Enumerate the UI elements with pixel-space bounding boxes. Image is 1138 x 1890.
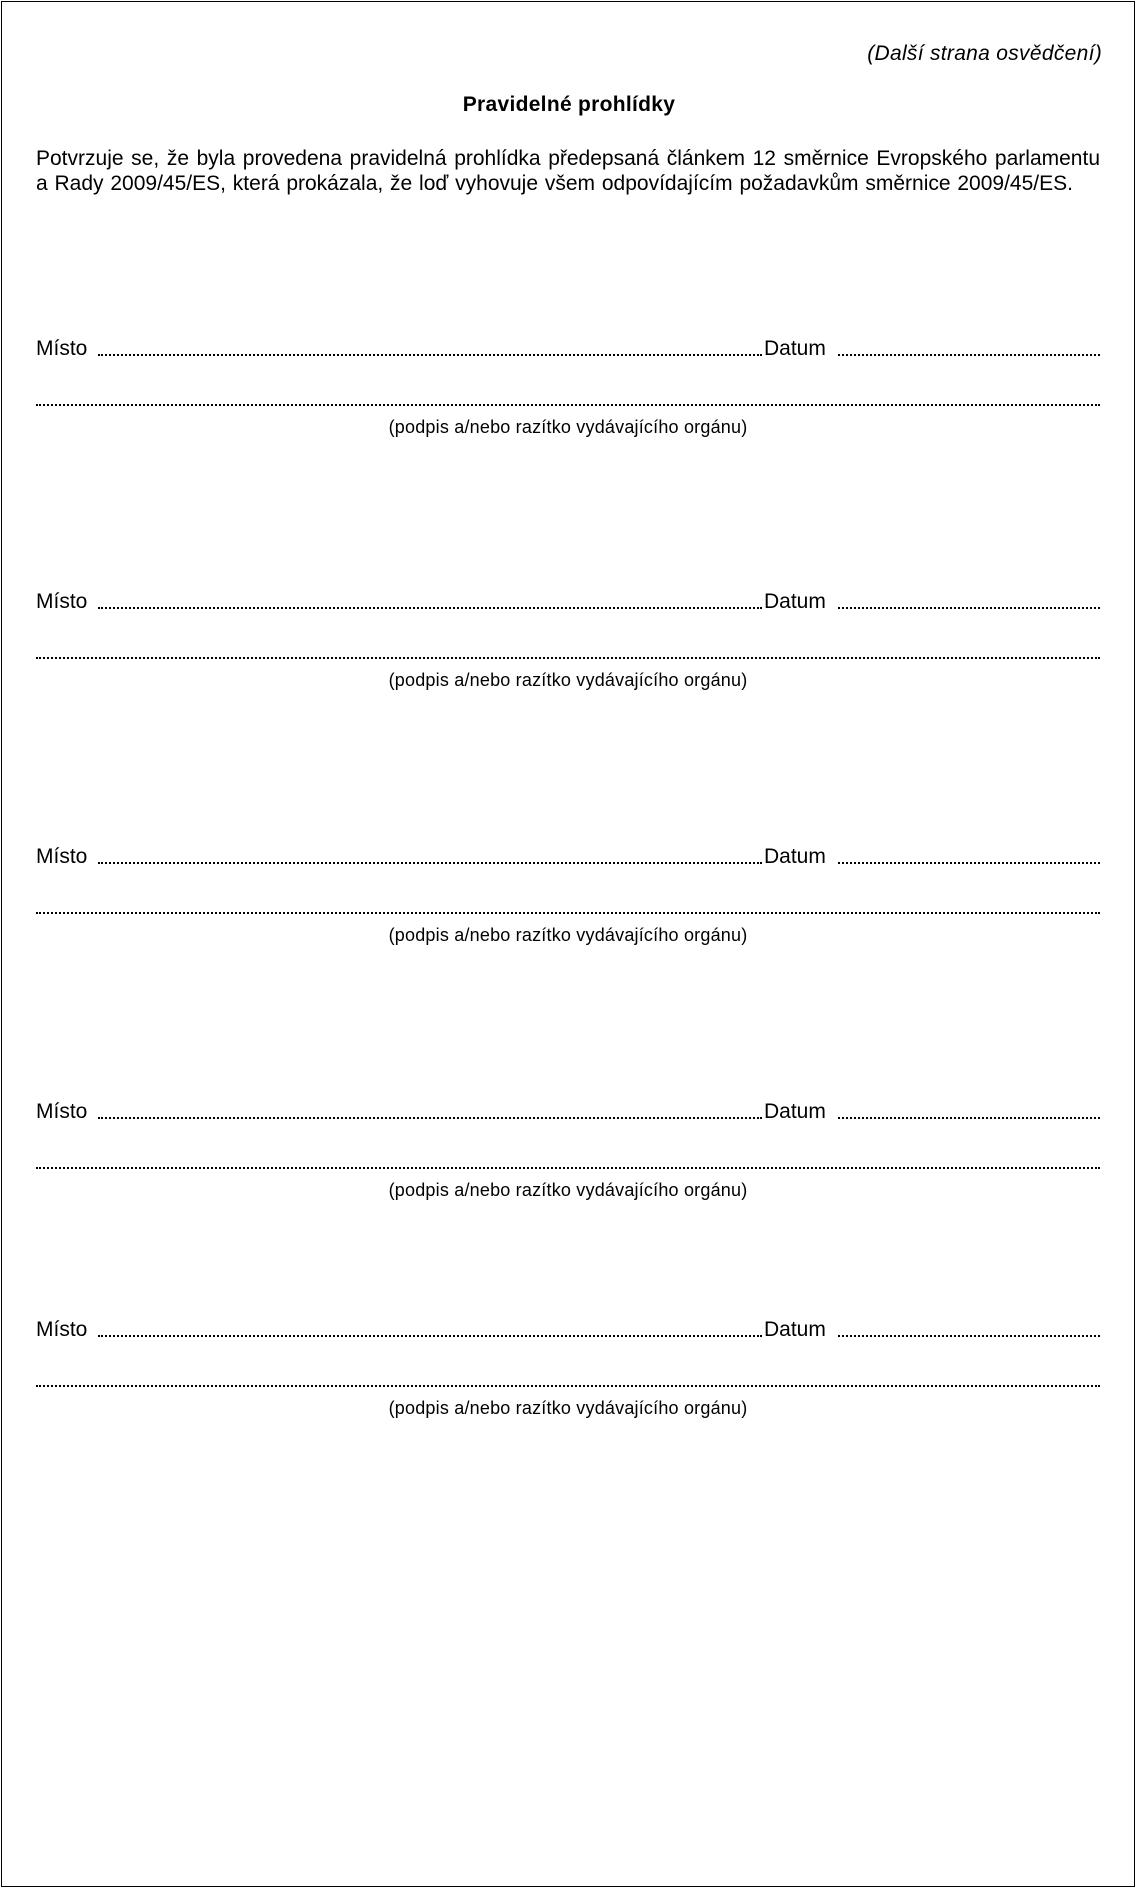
section-title: Pravidelné prohlídky — [462, 93, 676, 116]
place-label: Místo — [36, 337, 88, 360]
signature-caption: (podpis a/nebo razítko vydávajícího orgánu) — [388, 1398, 748, 1418]
inspection-entry — [36, 845, 1100, 965]
date-label: Datum — [764, 337, 826, 360]
date-label: Datum — [764, 1100, 826, 1123]
place-label: Místo — [36, 1318, 88, 1341]
intro-paragraph: Potvrzuje se, že byla provedena pravidelná prohlídka předepsaná článkem 12 směrnice Evropského parlamentu a Rady 2009/45/ES, která prokázala, že loď vyhovuje všem odpovídajícím požadavkům směrnice 2009/45/ES. — [36, 147, 1100, 195]
place-date-line — [36, 1318, 1100, 1346]
place-label: Místo — [36, 845, 88, 868]
date-label: Datum — [764, 845, 826, 868]
signature-caption: (podpis a/nebo razítko vydávajícího orgánu) — [388, 1180, 748, 1200]
signature-caption: (podpis a/nebo razítko vydávajícího orgánu) — [388, 925, 748, 945]
signature-field[interactable] — [36, 1167, 1100, 1169]
continuation-note: (Další strana osvědčení) — [867, 42, 1102, 65]
place-field[interactable] — [98, 862, 762, 864]
inspection-entry — [36, 1100, 1100, 1220]
place-field[interactable] — [98, 1335, 762, 1337]
place-field[interactable] — [98, 1117, 762, 1119]
place-date-line — [36, 845, 1100, 873]
signature-field[interactable] — [36, 912, 1100, 914]
date-field[interactable] — [838, 607, 1100, 609]
signature-field[interactable] — [36, 1385, 1100, 1387]
signature-field[interactable] — [36, 404, 1100, 406]
date-field[interactable] — [838, 354, 1100, 356]
signature-field[interactable] — [36, 657, 1100, 659]
place-field[interactable] — [98, 607, 762, 609]
inspection-entry — [36, 590, 1100, 710]
place-date-line — [36, 590, 1100, 618]
signature-caption: (podpis a/nebo razítko vydávajícího orgánu) — [388, 670, 748, 690]
date-label: Datum — [764, 590, 826, 613]
date-field[interactable] — [838, 862, 1100, 864]
date-label: Datum — [764, 1318, 826, 1341]
inspection-entry — [36, 337, 1100, 457]
place-label: Místo — [36, 1100, 88, 1123]
date-field[interactable] — [838, 1335, 1100, 1337]
date-field[interactable] — [838, 1117, 1100, 1119]
place-field[interactable] — [98, 354, 762, 356]
place-date-line — [36, 337, 1100, 365]
inspection-entry — [36, 1318, 1100, 1438]
place-label: Místo — [36, 590, 88, 613]
place-date-line — [36, 1100, 1100, 1128]
signature-caption: (podpis a/nebo razítko vydávajícího orgánu) — [388, 417, 748, 437]
